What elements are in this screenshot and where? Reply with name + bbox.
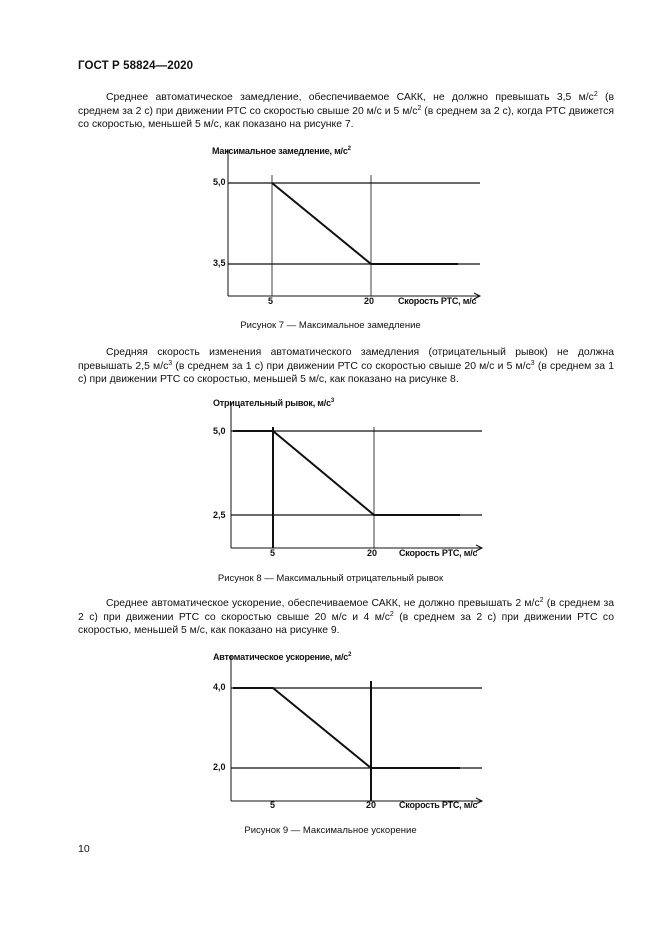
paragraph-text: (в среднем за 2 с) при движении РТС со скоростью свыше 20 м/с и 5 м/с <box>78 92 614 117</box>
superscript: 2 <box>389 610 394 618</box>
paragraph-text: (в среднем за 2 с) при движении РТС со скоростью свыше 20 м/с и 4 м/с <box>78 598 615 623</box>
paragraph-text: (в среднем за 2 с), когда РТС движется со скоростью, меньшей 5 м/с, как показано на рисунке 7. <box>78 105 614 130</box>
superscript: 2 <box>417 104 422 112</box>
figure-8-caption: Рисунок 8 — Максимальный отрицательный рывок <box>217 573 444 584</box>
fig8-x-tick: 5 <box>270 548 276 558</box>
fig9-x-tick: 5 <box>270 800 276 810</box>
fig9-y-tick: 4,0 <box>213 682 226 692</box>
fig7-y-tick: 3,5 <box>213 258 226 268</box>
fig9-x-axis-label: Скорость РТС, м/с <box>399 800 478 810</box>
paragraph-text: Среднее автоматическое замедление, обеспечиваемое САКК, не должно превышать 3,5 м/с <box>106 92 594 103</box>
page-number: 10 <box>78 843 90 855</box>
fig8-y-tick: 2,5 <box>213 510 226 520</box>
fig9-y-axis-label: Автоматическое ускорение, $м/с^2$ <box>213 652 352 662</box>
fig7-limit-line <box>272 183 458 264</box>
paragraph-fig8 <box>78 346 614 387</box>
superscript: 2 <box>539 597 544 604</box>
paragraph-text: (в среднем за 1 с) при движении РТС со скоростью, меньшей 5 м/с, как показано на рисунке 8. <box>78 360 614 385</box>
fig8-x-axis-label: Скорость РТС, м/с <box>399 548 478 558</box>
figure-7-caption: Рисунок 7 — Максимальное замедление <box>240 320 421 331</box>
fig7-y-tick: 5,0 <box>213 177 226 187</box>
figure-9-caption: Рисунок 9 — Максимальное ускорение <box>244 825 417 836</box>
fig8-y-tick: 5,0 <box>213 426 226 436</box>
superscript: 2 <box>593 91 598 98</box>
fig8-x-tick: 20 <box>367 548 378 558</box>
document-header: ГОСТ Р 58824—2020 <box>78 60 194 72</box>
fig8-limit-line <box>233 431 460 515</box>
paragraph-text: Среднее автоматическое ускорение, обеспечиваемое САКК, не должно превышать 2 м/с <box>106 598 540 609</box>
paragraph-text: (в среднем за 1 с) при движении РТС со скоростью свыше 20 м/с и 5 м/с <box>175 360 531 372</box>
paragraph-fig7 <box>78 91 614 132</box>
paragraph-text: (в среднем за 2 с) при движении РТС со скоростью, меньшей 5 м/с, как показано на рисунке 9. <box>78 611 614 636</box>
fig9-x-tick: 20 <box>366 800 377 810</box>
superscript: 3 <box>168 359 173 367</box>
fig9-limit-line <box>233 688 460 768</box>
fig7-x-tick: 20 <box>364 296 375 306</box>
fig8-y-axis-label: Отрицательный рывок, $м/с^3$ <box>213 398 335 408</box>
fig7-y-axis-label: Максимальное замедление, $м/с^2$ <box>212 146 351 156</box>
fig7-x-axis-label: Скорость РТС, м/с <box>398 296 477 306</box>
paragraph-fig9 <box>78 597 614 638</box>
superscript: 3 <box>530 359 535 367</box>
paragraph-text: Средняя скорость изменения автоматического замедления (отрицательный рывок) не должна превышать 2,5 м/с <box>78 347 614 372</box>
fig9-y-tick: 2,0 <box>213 762 226 772</box>
fig7-x-tick: 5 <box>268 296 274 306</box>
